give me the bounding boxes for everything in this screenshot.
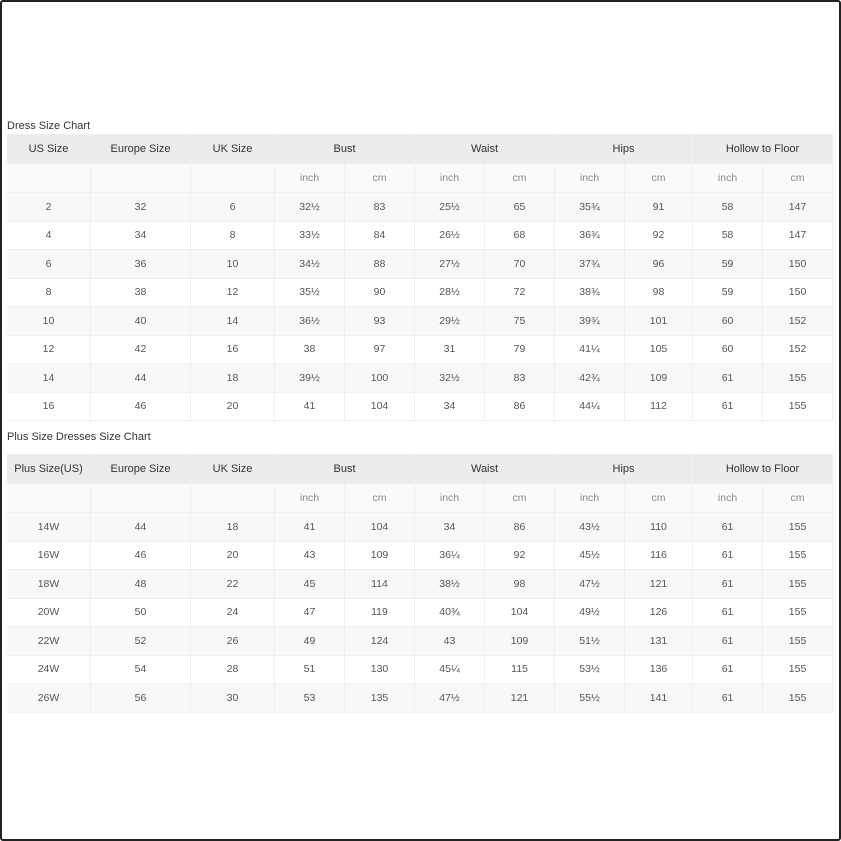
table-cell: 83 [345,193,415,222]
table-cell: 104 [345,393,415,422]
table-cell: 28½ [415,279,485,308]
empty-cell [91,484,191,513]
table-cell: 47½ [555,570,625,599]
table-cell: 8 [191,222,275,251]
column-header: UK Size [191,454,275,484]
table-cell: 32 [91,193,191,222]
table-cell: 26 [191,627,275,656]
empty-cell [191,484,275,513]
table-cell: 45½ [555,542,625,571]
table-cell: 59 [693,250,763,279]
table-cell: 53 [275,684,345,713]
table-cell: 20W [7,599,91,628]
table-cell: 155 [763,542,833,571]
table-cell: 61 [693,599,763,628]
table-row [7,684,833,713]
table-cell: 54 [91,656,191,685]
table-cell: 155 [763,364,833,393]
table-cell: 79 [485,336,555,365]
table-cell: 61 [693,393,763,422]
table-cell: 141 [625,684,693,713]
table-cell: 58 [693,222,763,251]
column-header: Bust [275,134,415,164]
table-cell: 155 [763,684,833,713]
table-cell: 32½ [415,364,485,393]
table-cell: 104 [485,599,555,628]
table-cell: 126 [625,599,693,628]
table-cell: 36¾ [555,222,625,251]
table-cell: 14 [191,307,275,336]
table-cell: 61 [693,684,763,713]
table-cell: 155 [763,393,833,422]
table-cell: 91 [625,193,693,222]
unit-row [7,484,833,513]
table-cell: 20 [191,542,275,571]
table-cell: 47 [275,599,345,628]
table-cell: 115 [485,656,555,685]
table-cell: 18 [191,364,275,393]
table-cell: 24W [7,656,91,685]
table-cell: 147 [763,222,833,251]
table-row [7,393,833,422]
table-cell: 49½ [555,599,625,628]
table-cell: 70 [485,250,555,279]
table-cell: 97 [345,336,415,365]
table-cell: 60 [693,307,763,336]
table-cell: 109 [625,364,693,393]
table-row [7,656,833,685]
table-cell: 72 [485,279,555,308]
column-header: Europe Size [91,454,191,484]
table-cell: 34½ [275,250,345,279]
table-cell: 116 [625,542,693,571]
unit-header: cm [485,484,555,513]
table-cell: 39¾ [555,307,625,336]
table-cell: 136 [625,656,693,685]
table-cell: 28 [191,656,275,685]
table-cell: 51½ [555,627,625,656]
unit-header: inch [693,484,763,513]
table-cell: 135 [345,684,415,713]
table-row [7,222,833,251]
table-cell: 147 [763,193,833,222]
table-cell: 98 [625,279,693,308]
table-cell: 20 [191,393,275,422]
table-cell: 150 [763,279,833,308]
table-cell: 4 [7,222,91,251]
empty-cell [191,164,275,193]
table-cell: 36 [91,250,191,279]
table-cell: 44¼ [555,393,625,422]
table-row [7,193,833,222]
table-cell: 30 [191,684,275,713]
header-row [7,454,833,484]
dress-size-chart-title: Dress Size Chart [7,120,91,132]
plus-size-chart-title: Plus Size Dresses Size Chart [7,431,151,443]
table-cell: 35¾ [555,193,625,222]
table-cell: 96 [625,250,693,279]
table-cell: 109 [345,542,415,571]
table-cell: 44 [91,364,191,393]
table-cell: 12 [7,336,91,365]
header-row [7,134,833,164]
table-row [7,279,833,308]
table-cell: 65 [485,193,555,222]
table-row [7,250,833,279]
table-cell: 42 [91,336,191,365]
table-row [7,336,833,365]
table-cell: 26W [7,684,91,713]
table-cell: 60 [693,336,763,365]
table-cell: 92 [485,542,555,571]
table-cell: 58 [693,193,763,222]
column-header: US Size [7,134,91,164]
empty-cell [7,484,91,513]
table-cell: 50 [91,599,191,628]
table-cell: 155 [763,627,833,656]
column-header: Bust [275,454,415,484]
unit-header: inch [275,484,345,513]
table-cell: 90 [345,279,415,308]
unit-header: inch [415,484,485,513]
table-cell: 41 [275,513,345,542]
table-cell: 34 [415,513,485,542]
table-row [7,570,833,599]
unit-header: cm [763,484,833,513]
table-cell: 61 [693,570,763,599]
unit-header: cm [625,164,693,193]
table-cell: 61 [693,656,763,685]
table-cell: 152 [763,336,833,365]
column-header: Hollow to Floor [693,134,833,164]
table-cell: 43½ [555,513,625,542]
table-cell: 10 [191,250,275,279]
table-cell: 104 [345,513,415,542]
table-cell: 42¾ [555,364,625,393]
column-header: Hips [555,454,693,484]
table-cell: 29½ [415,307,485,336]
table-cell: 34 [91,222,191,251]
unit-row [7,164,833,193]
column-header: Hips [555,134,693,164]
table-cell: 38 [91,279,191,308]
table-cell: 121 [485,684,555,713]
table-cell: 40 [91,307,191,336]
table-cell: 114 [345,570,415,599]
dress-size-table [7,134,833,421]
table-cell: 40¾ [415,599,485,628]
table-cell: 53½ [555,656,625,685]
table-cell: 45¼ [415,656,485,685]
table-cell: 16W [7,542,91,571]
empty-cell [91,164,191,193]
table-cell: 152 [763,307,833,336]
table-cell: 61 [693,364,763,393]
table-cell: 43 [415,627,485,656]
table-cell: 38½ [415,570,485,599]
table-cell: 18W [7,570,91,599]
table-cell: 124 [345,627,415,656]
table-cell: 155 [763,599,833,628]
table-cell: 14 [7,364,91,393]
table-cell: 100 [345,364,415,393]
table-cell: 16 [7,393,91,422]
table-cell: 61 [693,513,763,542]
table-cell: 61 [693,542,763,571]
table-cell: 31 [415,336,485,365]
table-cell: 6 [7,250,91,279]
plus-size-table-body [7,454,833,713]
table-cell: 86 [485,393,555,422]
table-cell: 22 [191,570,275,599]
table-cell: 98 [485,570,555,599]
table-row [7,307,833,336]
table-cell: 59 [693,279,763,308]
column-header: UK Size [191,134,275,164]
table-cell: 39½ [275,364,345,393]
table-cell: 86 [485,513,555,542]
table-row [7,542,833,571]
table-cell: 43 [275,542,345,571]
unit-header: inch [555,164,625,193]
table-cell: 130 [345,656,415,685]
unit-header: inch [415,164,485,193]
table-cell: 34 [415,393,485,422]
table-cell: 93 [345,307,415,336]
unit-header: cm [345,484,415,513]
table-cell: 16 [191,336,275,365]
unit-header: inch [275,164,345,193]
table-cell: 101 [625,307,693,336]
table-cell: 41¼ [555,336,625,365]
column-header: Waist [415,454,555,484]
table-row [7,599,833,628]
column-header: Waist [415,134,555,164]
unit-header: cm [345,164,415,193]
table-row [7,513,833,542]
table-cell: 22W [7,627,91,656]
column-header: Plus Size(US) [7,454,91,484]
table-cell: 83 [485,364,555,393]
table-cell: 47½ [415,684,485,713]
table-cell: 37¾ [555,250,625,279]
table-cell: 44 [91,513,191,542]
plus-size-table [7,454,833,713]
table-cell: 121 [625,570,693,599]
table-cell: 12 [191,279,275,308]
table-cell: 51 [275,656,345,685]
table-cell: 32½ [275,193,345,222]
table-cell: 45 [275,570,345,599]
unit-header: inch [555,484,625,513]
table-cell: 109 [485,627,555,656]
table-cell: 38 [275,336,345,365]
table-cell: 61 [693,627,763,656]
table-cell: 119 [345,599,415,628]
unit-header: cm [485,164,555,193]
table-cell: 92 [625,222,693,251]
table-cell: 35½ [275,279,345,308]
table-cell: 36¼ [415,542,485,571]
table-cell: 33½ [275,222,345,251]
table-cell: 84 [345,222,415,251]
table-cell: 38¾ [555,279,625,308]
table-cell: 18 [191,513,275,542]
table-cell: 46 [91,393,191,422]
table-cell: 68 [485,222,555,251]
table-cell: 56 [91,684,191,713]
table-cell: 49 [275,627,345,656]
table-cell: 105 [625,336,693,365]
table-row [7,364,833,393]
column-header: Hollow to Floor [693,454,833,484]
table-cell: 131 [625,627,693,656]
table-cell: 14W [7,513,91,542]
dress-size-table-body [7,134,833,421]
table-cell: 110 [625,513,693,542]
table-cell: 48 [91,570,191,599]
unit-header: cm [763,164,833,193]
table-cell: 155 [763,570,833,599]
table-cell: 75 [485,307,555,336]
table-cell: 46 [91,542,191,571]
table-cell: 2 [7,193,91,222]
table-cell: 10 [7,307,91,336]
unit-header: inch [693,164,763,193]
table-cell: 24 [191,599,275,628]
table-cell: 155 [763,513,833,542]
table-cell: 8 [7,279,91,308]
table-cell: 55½ [555,684,625,713]
table-cell: 26½ [415,222,485,251]
table-cell: 25½ [415,193,485,222]
table-cell: 150 [763,250,833,279]
table-cell: 88 [345,250,415,279]
table-cell: 36½ [275,307,345,336]
column-header: Europe Size [91,134,191,164]
table-cell: 52 [91,627,191,656]
empty-cell [7,164,91,193]
table-cell: 112 [625,393,693,422]
table-row [7,627,833,656]
table-cell: 41 [275,393,345,422]
table-cell: 6 [191,193,275,222]
unit-header: cm [625,484,693,513]
table-cell: 27½ [415,250,485,279]
table-cell: 155 [763,656,833,685]
